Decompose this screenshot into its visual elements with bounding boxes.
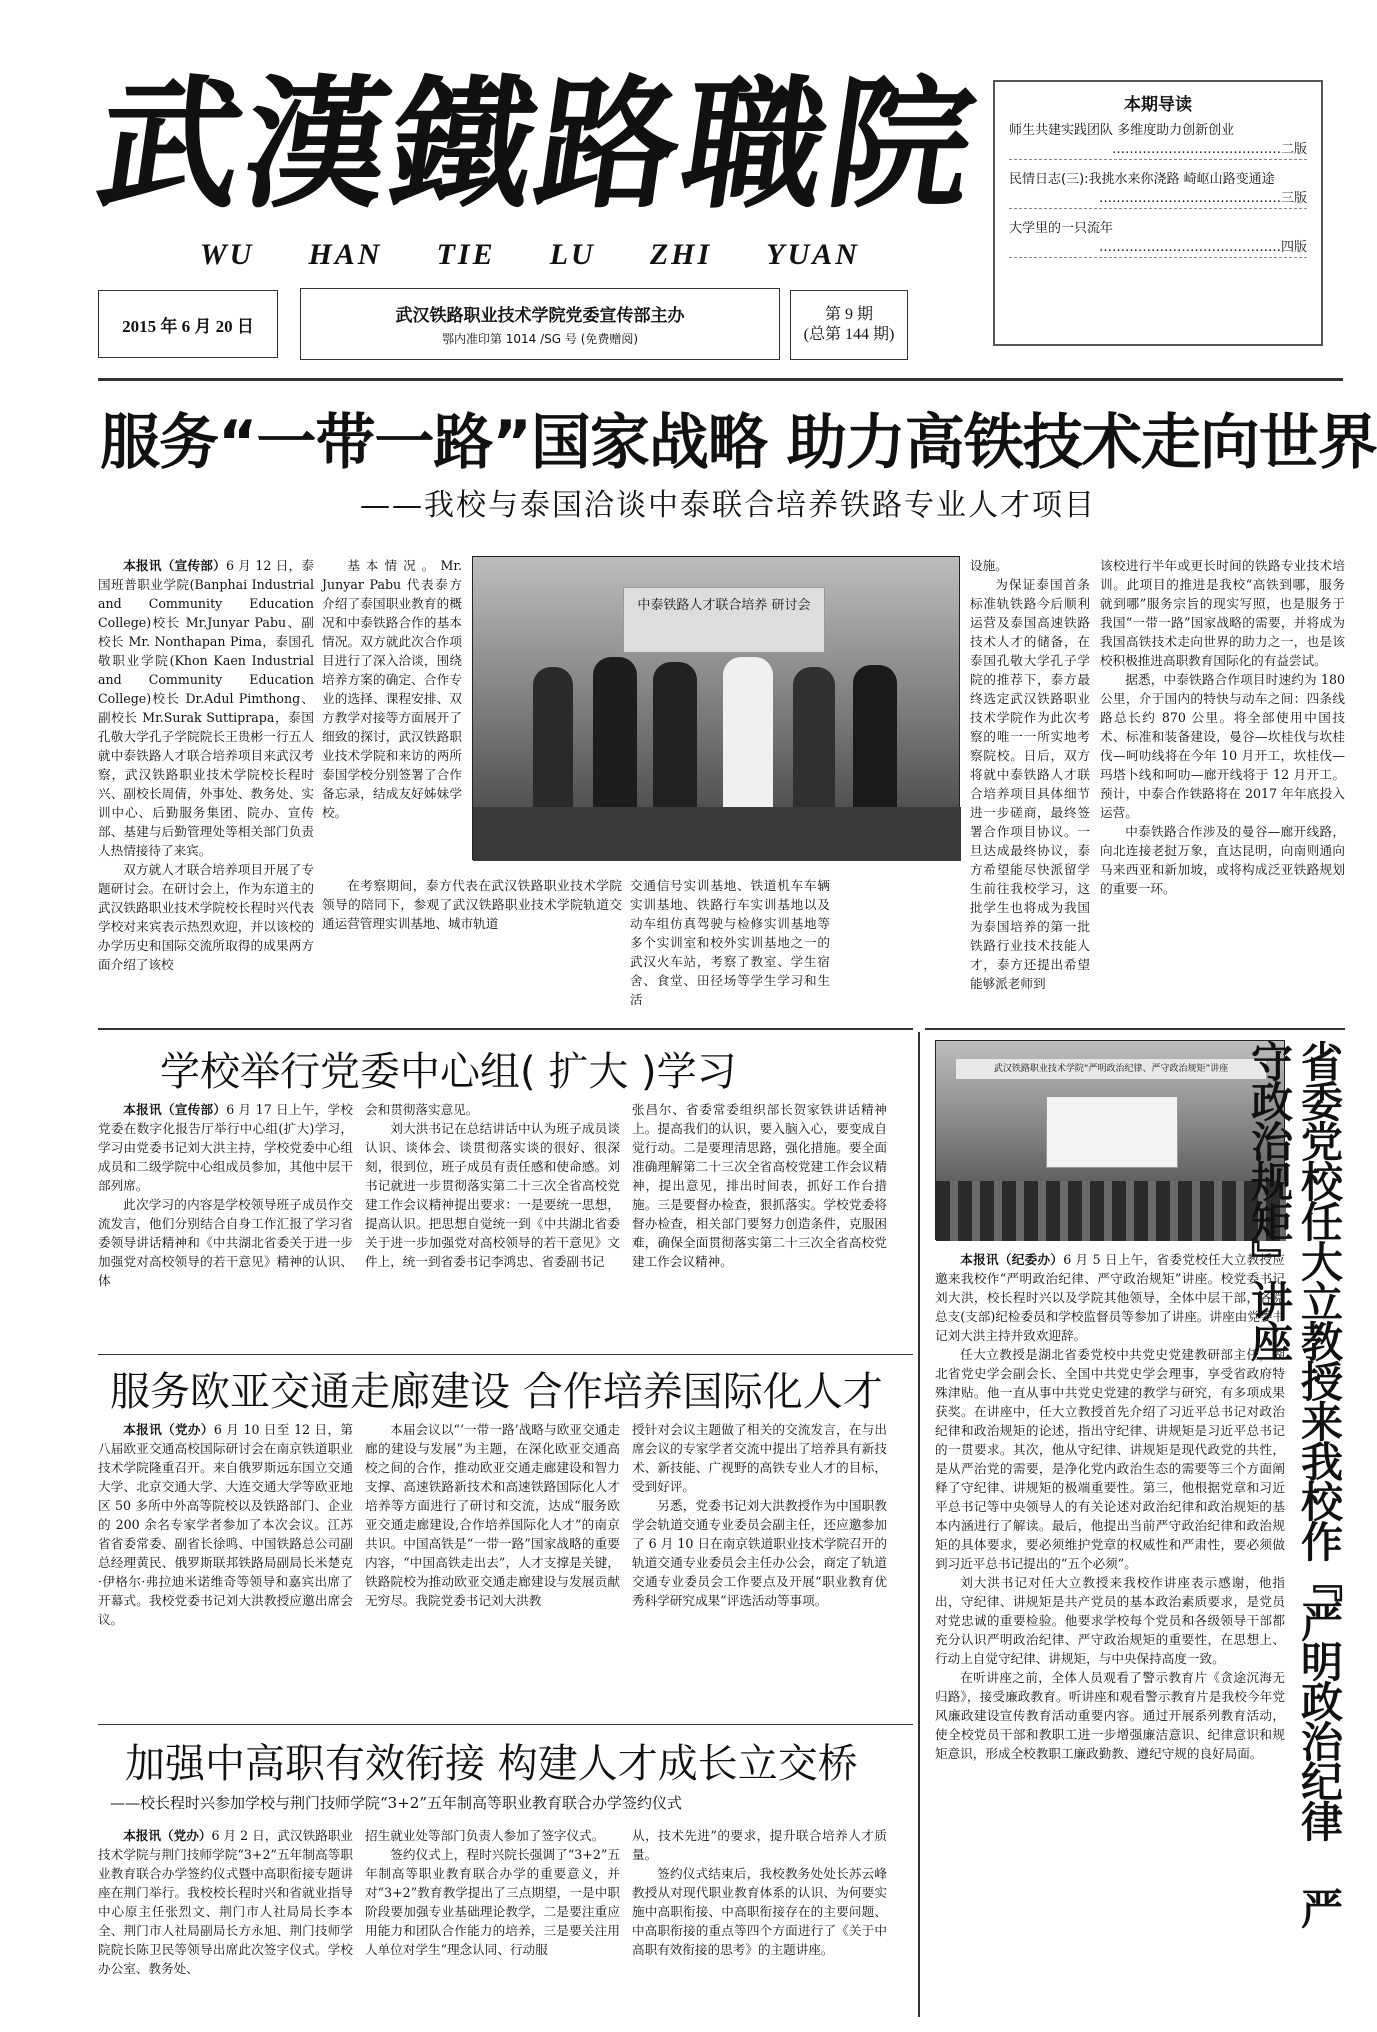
section-divider — [98, 1724, 913, 1725]
lecture-photo — [935, 1040, 1285, 1240]
group-paragraph: 刘大洪书记在总结讲话中认为班子成员谈认识、谈体会、谈贯彻落实谈的很好、很深刻，很到位，班子成员有责任感和使命感。刘书记就进一步贯彻落实第二十三次全省高校党建工作会议精神提出要求：一是要统一思想，提高认识。把思想自觉统一到《中共湖北省委关于进一步加强党对高校领导的若干意见》文件上，统一到省委书记李鸿忠、省委副书记 — [365, 1121, 620, 1269]
eurasia-paragraph: 6 月 10 日至 12 日，第八届欧亚交通高校国际研讨会在南京铁道职业技术学院隆重召开。来自俄罗斯远东国立交通大学、北京交通大学、大连交通大学等欧亚地区 50 多所中外高等院校以及铁路部门、企业的 200 余名专家学者参加了本次会议。江苏省省委常委、副省长徐鸣、中国铁路总公司副总经理黄民、俄罗斯联邦铁路局副局长米楚克·伊格尔·弗拉迪米诺维奇等领导和嘉宾出席了开幕式。我校党委书记刘大洪教授应邀出席会议。 — [98, 1422, 353, 1627]
lead-paragraph: 基本情况。Mr. Junyar Pabu 代表泰方介绍了泰国职业教育的概况和中泰铁路合作的基本情况。双方就此次合作项目进行了深入洽谈，围绕培养方案的确定、合作专业的选择、课程安排、双方教学对接等方面展开了细致的探讨，武汉铁路职业技术学院和来访的两所泰国学校分别签署了合作备忘录，结成友好姊妹学校。 — [322, 558, 462, 820]
bridge-column — [632, 1826, 887, 2026]
pinyin-word: ZHI — [649, 238, 713, 271]
eurasia-column — [365, 1420, 620, 1720]
guide-heading: 本期导读 — [1124, 95, 1192, 115]
bridge-byline: 本报讯（党办） — [123, 1828, 212, 1843]
guide-item-page: ……………………………………三版 — [1009, 189, 1307, 209]
guide-item-page: ……………………………………四版 — [1009, 238, 1307, 258]
lead-paragraph: 6 月 12 日，泰国班普职业学院(Banphai Industrial and Community Education College)校长 Mr.Junyar Pabu、副校长 Mr. Nonthapan Pima，泰国孔敬职业学院(Khon Kaen Industrial and Community Education College)校长 Dr.Adul Pimthong、副校长 Mr.Surak Suttiprapa，泰国孔敬大学孔子学院院长王贵彬一行五人就中泰铁路人才联合培养项目来武汉考察，武汉铁路职业技术学院校长程时兴、副校长周倩，外事处、教务处、实训中心、后勤服务集团、院办、宣传部、基建与后勤管理处等相关部门负责人热情接待了来宾。 — [98, 558, 314, 858]
lecture-column — [935, 1250, 1285, 2025]
group-column — [365, 1100, 620, 1350]
photo-figure — [793, 667, 835, 827]
group-paragraph: 此次学习的内容是学校领导班子成员作交流发言，他们分别结合自身工作汇报了学习省委领导讲话精神和《中共湖北省委关于进一步加强党对高校领导的若干意见》精神的认识、体 — [98, 1197, 353, 1288]
lecture-paragraph: 任大立教授是湖北省委党校中共党史党建教研部主任，湖北省党史学会副会长、全国中共党史学会理事，享受省政府特殊津贴。他一直从事中共党史党建的教学与研究，有多项成果获奖。在讲座中，任大立教授首先介绍了习近平总书记对政治纪律和政治规矩的论述，指出守纪律、讲规矩是习近平总书记的一贯要求。其次，他从守纪律、讲规矩是现代政党的共性，是从严治党的需要，是净化党内政治生态的需要等三个方面阐释了守纪律、讲规矩的极端重要性。第三，他根据党章和习近平总书记等中央领导人的有关论述对政治纪律和政治规矩的基本内涵进行了解读。最后，他提出当前严守政治纪律和政治规矩的具体要求，要必须维护党章的权威性和严肃性，要必须做到习近平总书记提出的“五个必须”。 — [935, 1347, 1285, 1571]
photo-banner: 武汉铁路职业技术学院“严明政治纪律、严守政治规矩”讲座 — [956, 1059, 1266, 1079]
guide-item-text: 大学里的一只流年 — [1009, 221, 1114, 236]
lead-paragraph: 双方就人才联合培养项目开展了专题研讨会。在研讨会上，作为东道主的武汉铁路职业技术学院校长程时兴代表学校对来宾表示热烈欢迎，并以该校的办学历史和国际交流所取得的成果两方面介绍了该校 — [98, 862, 314, 972]
lead-column — [322, 876, 622, 1026]
column-divider — [918, 1032, 920, 2017]
contents-guide — [993, 80, 1323, 346]
section-divider — [925, 1028, 1345, 1030]
group-column — [98, 1100, 353, 1350]
lead-paragraph: 设施。 — [970, 558, 1008, 573]
bridge-paragraph: 招生就业处等部门负责人参加了签字仪式。 — [365, 1828, 605, 1843]
pinyin-word: TIE — [436, 238, 496, 271]
lead-column — [970, 556, 1090, 991]
eurasia-column — [632, 1420, 887, 1720]
photo-figure — [653, 662, 697, 827]
bridge-column — [98, 1826, 353, 2026]
section-divider — [98, 1354, 913, 1355]
lecture-paragraph: 刘大洪书记对任大立教授来我校作讲座表示感谢，他指出，守纪律、讲规矩是共产党员的基本政治素质要求，是党员对党忠诚的重要检验。他要求学校每个党员和各级领导干部都充分认识严明政治纪律、严守政治规矩的重要性，在思想上、行动上自觉守纪律、讲规矩，与中央保持高度一致。 — [935, 1575, 1285, 1666]
pinyin-word: YUAN — [766, 238, 860, 271]
issue-date: 2015 年 6 月 20 日 — [98, 290, 278, 358]
group-paragraph: 会和贯彻落实意见。 — [365, 1102, 479, 1117]
guide-item[interactable] — [1009, 170, 1307, 209]
lead-byline: 本报讯（宣传部） — [123, 558, 227, 573]
projector-screen — [1046, 1096, 1178, 1168]
bridge-paragraph: 从，技术先进”的要求，提升联合培养人才质量。 — [632, 1828, 887, 1862]
guide-item-text: 民情日志(三):我挑水来你浇路 崎岖山路变通途 — [1009, 172, 1275, 187]
pinyin-word: WU — [200, 238, 255, 271]
lead-paragraph: 中泰铁路合作涉及的曼谷—廊开线路，向北连接老挝万象，直达昆明，向南则通向马来西亚和新加坡，或将构成泛亚铁路规划的重要一环。 — [1100, 824, 1345, 896]
bridge-subtitle: ——校长程时兴参加学校与荆门技师学院“3+2”五年制高等职业教育联合办学签约仪式 — [110, 1794, 682, 1812]
masthead-pinyin — [200, 238, 860, 278]
photo-figure — [533, 667, 573, 817]
group-paragraph: 6 月 17 日上午，学校党委在数字化报告厅举行中心组(扩大)学习，学习由党委书记刘大洪主持，学校党委中心组成员和二级学院中心组成员参加，其他中层干部列席。 — [98, 1102, 353, 1193]
lead-paragraph: 据悉，中泰铁路合作项目时速约为 180 公里，介于国内的特快与动车之间：四条线路总长约 870 公里。将全部使用中国技术、标准和装备建设，曼谷—坎桂伐与坎桂伐—呵叻线将在今年 10 月开工，坎桂伐—玛塔卜线和呵叻—廊开线将于 12 月开工。预计，中泰合作铁路将在 2017 年年底投入运营。 — [1100, 672, 1345, 820]
bridge-paragraph: 签约仪式结束后，我校教务处处长苏云峰教授从对现代职业教育体系的认识、为何要实施中高职衔接、中高职衔接存在的主要问题、中高职衔接的重点等四个方面进行了《关于中高职有效衔接的思考》的主题讲座。 — [632, 1866, 887, 1957]
lead-photo — [472, 556, 960, 860]
lead-column — [322, 556, 462, 876]
photo-figure — [723, 657, 773, 832]
issue-total: (总第 144 期) — [803, 326, 895, 343]
issue-number: 第 9 期 — [824, 306, 873, 323]
bridge-title: 加强中高职有效衔接 构建人才成长立交桥 — [125, 1741, 858, 1787]
lead-paragraph: 为保证泰国首条标准轨铁路今后顺利运营及泰国高速铁路技术人才的储备，在泰国孔敬大学孔子学院的推荐下，泰方最终选定武汉铁路职业技术学院作为此次考察的唯一一所实地考察院校。日后，双方将就中泰铁路人才联合培养项目具体细节进一步磋商，最终签署合作项目协议。一旦达成最终协议，泰方希望能尽快派留学生前往我校学习，这批学生也将成为我国为泰国培养的第一批铁路行业技术技能人才，泰方还提出希望能够派老师到 — [970, 577, 1090, 991]
lecture-paragraph: 6 月 5 日上午，省委党校任大立教授应邀来我校作“严明政治纪律、严守政治规矩”讲座。校党委书记刘大洪，校长程时兴以及学院其他领导，全体中层干部，各党总支(支部)纪检委员和学校监督员等参加了讲座。讲座由党委书记刘大洪主持并致欢迎辞。 — [935, 1252, 1285, 1343]
group-paragraph: 张昌尔、省委常委组织部长贺家铁讲话精神上。提高我们的认识，要入脑入心，要变成自觉行动。二是要理清思路，强化措施。要全面准确理解第二十三次全省高校党建工作会议精神，提出意见，排出时间表，抓好工作台措施。三是要督办检查，狠抓落实。学校党委将督办检查，相关部门要努力创造条件，克服困难，确保全面贯彻落实第二十三次全省高校党建工作会议精神。 — [632, 1102, 887, 1269]
lecture-title: 省委党校任大立教授来我校作『严明政治纪律 严守政治规矩』讲座 — [1245, 1040, 1344, 1927]
guide-item[interactable] — [1009, 121, 1307, 160]
lead-column — [1100, 556, 1345, 1026]
lead-column — [98, 556, 314, 1026]
permit-text: 鄂内准印第 1014 /SG 号 (免费赠阅) — [441, 332, 639, 346]
bridge-column — [365, 1826, 620, 2026]
eurasia-paragraph: 本届会议以“‘一带一路’战略与欧亚交通走廊的建设与发展”为主题，在深化欧亚交通高校之间的合作，推动欧亚交通走廊建设和智力支撑、高速铁路新技术和高速铁路国际化人才培养等方面进行了研讨和交流，达成“服务欧亚交通走廊建设,合作培养国际化人才”的南京共识。中国高铁是“一带一路”国家战略的重要内容，“中国高铁走出去”，人才支撑是关键，铁路院校为推动欧亚交通走廊建设与发展贡献无穷尽。我院党委书记刘大洪教 — [365, 1422, 620, 1608]
guide-item-text: 师生共建实践团队 多维度助力创新创业 — [1009, 123, 1235, 138]
issue-number-box — [790, 290, 908, 360]
photo-figure — [853, 665, 897, 830]
section-divider — [98, 1028, 913, 1030]
lecture-paragraph: 在听讲座之前，全体人员观看了警示教育片《贪途沉海无归路》，接受廉政教育。听讲座和观看警示教育片是我校今年党风廉政建设宣传教育活动重要内容。通过开展系列教育活动，使全校党员干部和教职工进一步增强廉洁意识、纪律意识和规矩意识，形成全校教职工廉政勤教、遵纪守规的良好局面。 — [935, 1670, 1285, 1761]
guide-item-page: …………………………………二版 — [1009, 140, 1307, 160]
eurasia-title: 服务欧亚交通走廊建设 合作培养国际化人才 — [110, 1369, 883, 1415]
group-title: 学校举行党委中心组( 扩大 )学习 — [160, 1049, 737, 1095]
group-column — [632, 1100, 887, 1350]
pinyin-word: HAN — [308, 238, 383, 271]
lead-paragraph: 该校进行半年或更长时间的铁路专业技术培训。此项目的推进是我校“高铁到哪，服务就到哪”服务宗旨的现实写照，也是服务于我国“一带一路”国家战略的需要，并将成为我国高铁技术走向世界的助力之一，也是该校积极推进高职教育国际化的有益尝试。 — [1100, 558, 1345, 668]
eurasia-paragraph: 授针对会议主题做了相关的交流发言，在与出席会议的专家学者交流中提出了培养具有新技术、新技能、广视野的高铁专业人才的目标，受到好评。 — [632, 1422, 887, 1494]
lead-paragraph: 在考察期间，泰方代表在武汉铁路职业技术学院领导的陪同下，参观了武汉铁路职业技术学院轨道交通运营管理实训基地、城市轨道 — [322, 878, 622, 931]
lead-subhead: ——我校与泰国洽谈中泰联合培养铁路专业人才项目 — [360, 488, 1096, 523]
eurasia-paragraph: 另悉，党委书记刘大洪教授作为中国职教学会轨道交通专业委员会副主任，还应邀参加了 6 月 10 日在南京铁道职业技术学院召开的轨道交通专业委员会主任办公会，商定了轨道交通专业委员会工作要点及开展“职业教育优秀科学研究成果”评选活动等事项。 — [632, 1498, 887, 1608]
bridge-paragraph: 签约仪式上，程时兴院长强调了“3+2”五年制高等职业教育联合办学的重要意义，并对“3+2”教育教学提出了三点期望，一是中职阶段要加强专业基础理论教学，二是要注重应用能力和团队合作能力的培养，三是要关注用人单位对学生“理念认同、行动服 — [365, 1847, 620, 1957]
lead-headline: 服务“一带一路”国家战略 助力高铁技术走向世界 — [100, 408, 1377, 478]
photo-banner: 中泰铁路人才联合培养 研讨会 — [623, 587, 825, 653]
photo-table — [473, 807, 961, 861]
lead-paragraph: 交通信号实训基地、铁道机车车辆实训基地、铁路行车实训基地以及动车组仿真驾驶与检修实训基地等多个实训室和校外实训基地之一的武汉火车站，考察了教室、学生宿舍、食堂、田径场等学生学习和生活 — [630, 878, 830, 1007]
sponsor-box — [300, 288, 780, 360]
sponsor-text: 武汉铁路职业技术学院党委宣传部主办 — [395, 306, 685, 326]
eurasia-column — [98, 1420, 353, 1720]
photo-figure — [593, 657, 637, 827]
audience — [936, 1181, 1286, 1241]
pinyin-word: LU — [549, 238, 596, 271]
group-byline: 本报讯（宣传部） — [123, 1102, 227, 1117]
lead-column — [630, 876, 830, 1026]
masthead-title: 武漢鐵路職院 — [88, 62, 988, 228]
bridge-paragraph: 6 月 2 日，武汉铁路职业技术学院与荆门技师学院“3+2”五年制高等职业教育联合办学签约仪式暨中高职衔接专题讲座在荆门举行。我校校长程时兴和省就业指导中心原主任张烈文、荆门市人社局局长李本全、荆门市人社局副局长方永旭、荆门技师学院院长陈卫民等领导出席此次签字仪式。学校办公室、教务处、 — [98, 1828, 353, 1976]
guide-item[interactable] — [1009, 219, 1307, 258]
lecture-byline: 本报讯（纪委办） — [960, 1252, 1064, 1267]
eurasia-byline: 本报讯（党办） — [123, 1422, 214, 1437]
masthead-divider — [98, 378, 1343, 381]
